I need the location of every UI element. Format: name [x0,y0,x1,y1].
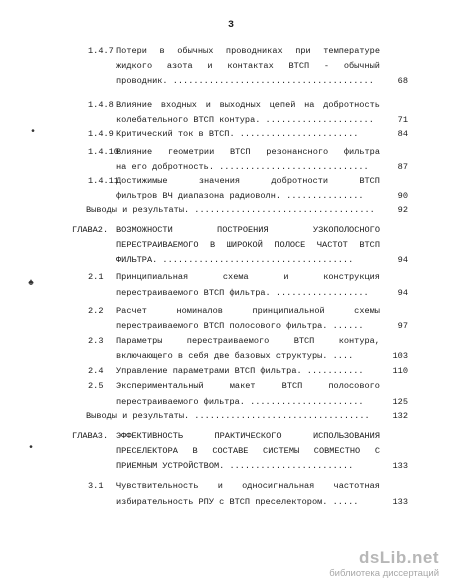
toc-entry-line: фильтров ВЧ диапазона радиоволн. ............... [116,191,364,201]
page-number: 3 [228,20,235,31]
toc-entry-page: 94 [397,288,408,298]
toc-entry-line: Расчет номиналов принципиальной схемы [116,306,380,316]
toc-entry-line: Влияние геометрии ВТСП резонансного фильтра [116,147,380,157]
margin-mark: • [28,443,35,454]
toc-entry-page: 110 [392,366,408,376]
toc-entry-number: 2.4 [88,366,104,376]
toc-entry-page: 87 [397,162,408,172]
toc-entry-line: Управление параметрами ВТСП фильтра. ........... [116,366,364,376]
toc-entry-line: перестраиваемого фильтра. ...................... [116,397,364,407]
toc-entry-line: жидкого азота и контактах ВТСП - обычный [116,61,380,71]
toc-entry-number: 1.4.8 [88,100,114,110]
toc-entry-number: ГЛАВА3. [72,431,109,441]
toc-entry-page: 133 [392,497,408,507]
toc-entry-number: 2.2 [88,306,104,316]
toc-entry-number: 1.4.7 [88,46,114,56]
toc-entry-page: 125 [392,397,408,407]
toc-entry-page: 103 [392,351,408,361]
toc-entry-line: Критический ток в ВТСП. ....................... [116,129,359,139]
toc-entry-line: избирательность РПУ с ВТСП преселектором. ..... [116,497,359,507]
toc-entry-number: ГЛАВА2. [72,225,109,235]
watermark-subtitle: библиотека диссертаций [329,568,439,579]
toc-entry-page: 97 [397,321,408,331]
toc-entry-number: 1.4.11 [88,176,119,186]
toc-entry-page: 132 [392,411,408,421]
toc-entry-page: 90 [397,191,408,201]
margin-mark: ♠ [28,278,35,289]
toc-entry-line: ПЕРЕСТРАИВАЕМОГО В ШИРОКОЙ ПОЛОСЕ ЧАСТОТ ВТСП [116,240,380,250]
toc-entry-line: ВОЗМОЖНОСТИ ПОСТРОЕНИЯ УЗКОПОЛОСНОГО [116,225,380,235]
toc-entry-line: ПРИЕМНЫМ УСТРОЙСТВОМ. ........................ [116,461,354,471]
toc-entry-line: Выводы и результаты. .................................. [86,411,370,421]
watermark-logo: dsLib.net [358,548,439,567]
toc-entry-page: 84 [397,129,408,139]
toc-entry-page: 133 [392,461,408,471]
toc-entry-line: Чувствительность и односигнальная частотная [116,481,380,491]
toc-entry-page: 71 [397,115,408,125]
toc-entry-number: 3.1 [88,481,104,491]
toc-entry-line: на его добротность. ............................. [116,162,369,172]
toc-entry-number: 1.4.9 [88,129,114,139]
toc-entry-line: ФИЛЬТРА. ..................................... [116,255,354,265]
toc-entry-line: перестраиваемого ВТСП фильтра. .................. [116,288,369,298]
toc-entry-number: 2.3 [88,336,104,346]
toc-entry-line: Влияние входных и выходных цепей на добротность [116,100,380,110]
toc-entry-page: 68 [397,76,408,86]
toc-entry-line: включающего в себя две базовых структуры. .... [116,351,354,361]
toc-entry-line: перестраиваемого ВТСП полосового фильтра. ...... [116,321,364,331]
toc-entry-number: 1.4.10 [88,147,119,157]
toc-entry-line: Экспериментальный макет ВТСП полосового [116,381,380,391]
toc-entry-line: Достижимые значения добротности ВТСП [116,176,380,186]
toc-entry-line: колебательного ВТСП контура. ..................... [116,115,374,125]
toc-entry-number: 2.1 [88,272,104,282]
toc-entry-line: Параметры перестраиваемого ВТСП контура, [116,336,380,346]
watermark [300,548,445,578]
margin-mark: • [30,127,37,138]
toc-entry-line: ПРЕСЕЛЕКТОРА В СОСТАВЕ СИСТЕМЫ СОВМЕСТНО С [116,446,380,456]
toc-entry-line: ЭФФЕКТИВНОСТЬ ПРАКТИЧЕСКОГО ИСПОЛЬЗОВАНИЯ [116,431,380,441]
toc-entry-line: Потери в обычных проводниках при температуре [116,46,380,56]
toc-entry-line: проводник. ....................................... [116,76,374,86]
toc-entry-number: 2.5 [88,381,104,391]
toc-entry-line: Принципиальная схема и конструкция [116,272,380,282]
toc-entry-page: 92 [397,205,408,215]
toc-entry-page: 94 [397,255,408,265]
toc-entry-line: Выводы и результаты. ................................... [86,205,375,215]
